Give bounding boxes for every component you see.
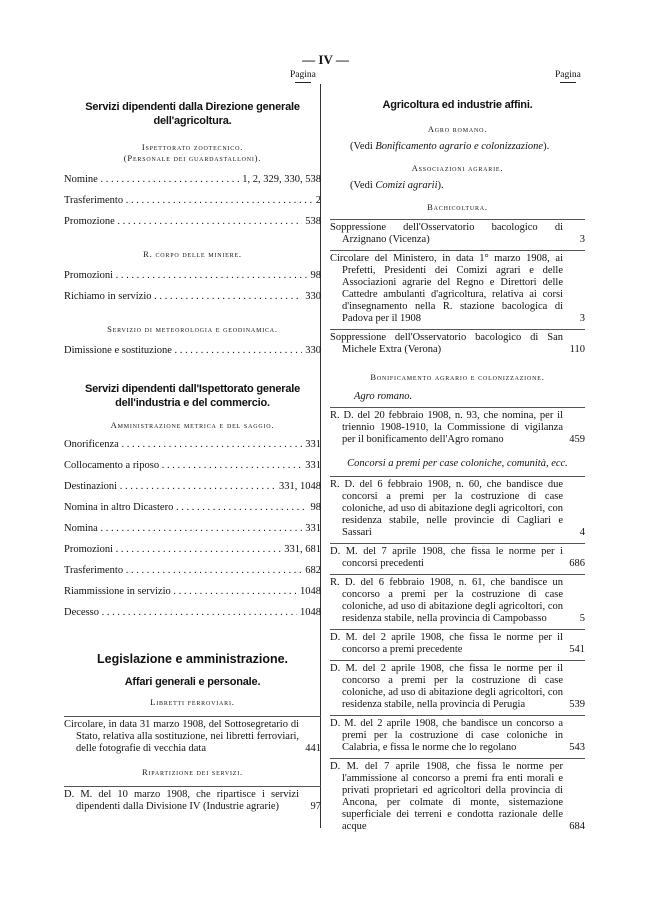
section-title: Servizi dipendenti dall'Ispettorato generale xyxy=(84,383,301,395)
pagina-label: Pagina xyxy=(290,70,316,80)
index-label: Onorificenza . . . xyxy=(64,439,302,451)
index-page: 1048 xyxy=(300,607,321,618)
index-row xyxy=(64,439,321,451)
index-label: Nomina . . . xyxy=(64,523,302,535)
section-subtitle: Affari generali e personale. xyxy=(124,676,261,688)
index-row xyxy=(64,174,321,186)
section-title: dell'agricoltura. xyxy=(153,115,232,127)
subsection-heading: Ripartizione dei servizi. xyxy=(142,767,243,777)
subheading-italic: Concorsi a premi per case coloniche, comunità, ecc. xyxy=(347,458,568,469)
index-row xyxy=(64,523,321,535)
index-entry: D. M. del 10 marzo 1908, che ripartisce i servizi dipendenti dalla Divisione IV (Industrie agrarie) 97 xyxy=(64,789,321,812)
index-row xyxy=(64,544,321,556)
index-entry xyxy=(330,479,585,539)
entry-text: Circolare del Ministero, in data 1° marzo 1908, ai Prefetti, Presidenti dei Comizi agrari e delle Associazioni agrarie del Regno e Direttori delle Cattedre ambulanti d'agricoltura, relativa ai corsi d'insegnamento nella R. stazione bacologica di Padova per il 1908 xyxy=(330,253,563,324)
entry-page: 3 xyxy=(579,313,585,324)
subsection-heading: Bachicoltura. xyxy=(427,202,488,212)
index-label: Richiamo in servizio . . . xyxy=(64,291,302,303)
index-entry xyxy=(330,632,585,656)
index-page: 331 xyxy=(305,523,321,534)
index-list xyxy=(64,439,321,619)
index-entry xyxy=(330,222,585,246)
index-label: Dimissione e sostituzione . . . xyxy=(64,345,302,357)
index-row xyxy=(64,565,321,577)
entry-page: 684 xyxy=(569,821,585,832)
entry-page: 686 xyxy=(569,558,585,569)
index-row xyxy=(64,502,321,514)
index-entry xyxy=(330,546,585,570)
entry-text: Soppressione dell'Osservatorio bacologico di Arzignano (Vicenza) xyxy=(330,222,563,245)
index-page: 331, 681 xyxy=(284,544,321,555)
index-entry xyxy=(330,410,585,446)
subsection-heading: Ispettorato zootecnico. xyxy=(141,142,244,152)
subsection-heading: Bonificamento agrario e colonizzazione. xyxy=(370,372,545,382)
index-entry xyxy=(330,663,585,711)
index-row xyxy=(64,195,321,207)
index-row xyxy=(64,481,321,493)
entry-page: 541 xyxy=(569,644,585,655)
index-entry xyxy=(330,332,585,356)
entry-text: R. D. del 6 febbraio 1908, n. 61, che bandisce un concorso a premi per la costruzione di case coloniche, ad uso di abitazione degli agricoltori, con residenza stabile, nella provincia di Campobasso xyxy=(330,577,563,624)
index-page: 98 xyxy=(310,502,321,513)
index-row xyxy=(64,586,321,598)
entry-text: D. M. del 2 aprile 1908, che fissa le norme per il concorso a premi per la costruzione di case coloniche, ad uso di abitazione degli agricoltori, con residenza stabile, nella provincia di Perugia xyxy=(330,663,563,710)
subsection-heading: R. corpo delle miniere. xyxy=(143,249,242,259)
subsection-heading: Amministrazione metrica e del saggio. xyxy=(110,420,275,430)
index-label: Trasferimento . . . xyxy=(64,565,302,577)
entry-text: D. M. del 7 aprile 1908, che fissa le norme per i concorsi precedenti xyxy=(330,546,563,569)
index-row xyxy=(64,270,321,282)
entry-text: R. D. del 20 febbraio 1908, n. 93, che nomina, per il triennio 1908-1910, la Commissione di vigilanza per il bonificamento dell'Agro romano xyxy=(330,410,563,445)
index-label: Destinazioni . . . xyxy=(64,481,276,493)
index-label: Collocamento a riposo . . . xyxy=(64,460,302,472)
index-page: 98 xyxy=(310,270,321,281)
pagina-label: Pagina xyxy=(555,70,581,80)
entry-page: 539 xyxy=(569,699,585,710)
index-row xyxy=(64,216,321,228)
index-page: 331, 1048 xyxy=(279,481,321,492)
index-page: 1, 2, 329, 330, 538 xyxy=(242,174,321,185)
index-entry xyxy=(330,718,585,754)
page-number: — IV — xyxy=(302,52,349,67)
entry-text: Soppressione dell'Osservatorio bacologico di San Michele Extra (Verona) xyxy=(330,332,563,355)
section-title: Legislazione e amministrazione. xyxy=(96,652,289,666)
index-entry: Circolare, in data 31 marzo 1908, del Sottosegretario di Stato, relativa alla sostituzione, nei libretti ferroviari, delle fotografie di vecchia data 441 xyxy=(64,719,321,754)
index-row xyxy=(64,607,321,619)
index-entry xyxy=(330,761,585,833)
index-label: Riammissione in servizio . . . xyxy=(64,586,297,598)
entry-page: 110 xyxy=(569,344,585,355)
index-page: 330 xyxy=(305,345,321,356)
index-label: Promozione . . . xyxy=(64,216,302,228)
index-list xyxy=(330,219,585,356)
index-list xyxy=(64,174,321,228)
index-page: 1048 xyxy=(300,586,321,597)
entry-page: 3 xyxy=(579,234,585,245)
index-label: Nomina in altro Dicastero . . . xyxy=(64,502,308,514)
index-label: Nomine . . . xyxy=(64,174,239,186)
index-list xyxy=(330,476,585,833)
entry-text: D. M. del 2 aprile 1908, che fissa le norme per il concorso a premi precedente xyxy=(330,632,563,655)
right-column xyxy=(330,68,585,837)
index-page: 2 xyxy=(315,195,321,206)
entry-page: 4 xyxy=(579,527,585,538)
index-page: 538 xyxy=(305,216,321,227)
see-also-note: (Vedi Comizi agrarii). xyxy=(350,180,444,191)
see-also-note: (Vedi Bonificamento agrario e colonizzazione). xyxy=(350,141,550,152)
index-list xyxy=(330,407,585,446)
entry-page: 459 xyxy=(569,434,585,445)
index-label: Promozioni . . . xyxy=(64,270,308,282)
section-title: dell'industria e del commercio. xyxy=(115,397,270,409)
entry-page: 543 xyxy=(569,742,585,753)
index-entry xyxy=(330,253,585,325)
subheading-italic: Agro romano. xyxy=(354,391,413,402)
entry-text: R. D. del 6 febbraio 1908, n. 60, che bandisce due concorsi a premi per la costruzione di case coloniche, ad uso di abitazione degli agricoltori, con residenza stabile, nelle provincie di Cagliari e Sassari xyxy=(330,479,563,538)
entry-page: 5 xyxy=(579,613,585,624)
index-label: Promozioni . . . xyxy=(64,544,281,556)
index-list xyxy=(64,270,321,303)
index-row xyxy=(64,345,321,357)
entry-text: D. M. del 2 aprile 1908, che bandisce un concorso a premi per la costruzione di case coloniche in Calabria, e fissa le norme che lo regolano xyxy=(330,718,563,753)
index-label: Trasferimento . . . xyxy=(64,195,313,207)
index-label: Decesso . . . xyxy=(64,607,297,619)
index-page: 330 xyxy=(305,291,321,302)
index-row xyxy=(64,460,321,472)
left-column xyxy=(64,68,321,813)
subsection-heading: Libretti ferroviari. xyxy=(150,697,235,707)
index-page: 331 xyxy=(305,460,321,471)
index-list xyxy=(64,345,321,357)
subsection-heading: (Personale dei guardastalloni). xyxy=(123,153,262,163)
subsection-heading: Servizio di meteorologia e geodinamica. xyxy=(107,324,278,334)
subsection-heading: Agro romano. xyxy=(427,124,488,134)
index-page: 682 xyxy=(305,565,321,576)
subsection-heading: Associazioni agrarie. xyxy=(411,163,504,173)
index-entry xyxy=(330,577,585,625)
section-title: Servizi dipendenti dalla Direzione generale xyxy=(85,101,300,113)
index-page: 331 xyxy=(305,439,321,450)
index-row xyxy=(64,291,321,303)
entry-text: D. M. del 7 aprile 1908, che fissa le norme per l'ammissione al concorso a premi fra enti morali e privati proprietari ed agricoltori della provincia di Ancona, per colmate di monte, sistemazione superficiale dei terreni e condotta razionale delle acque xyxy=(330,761,563,832)
section-title: Agricoltura ed industrie affini. xyxy=(382,99,533,111)
